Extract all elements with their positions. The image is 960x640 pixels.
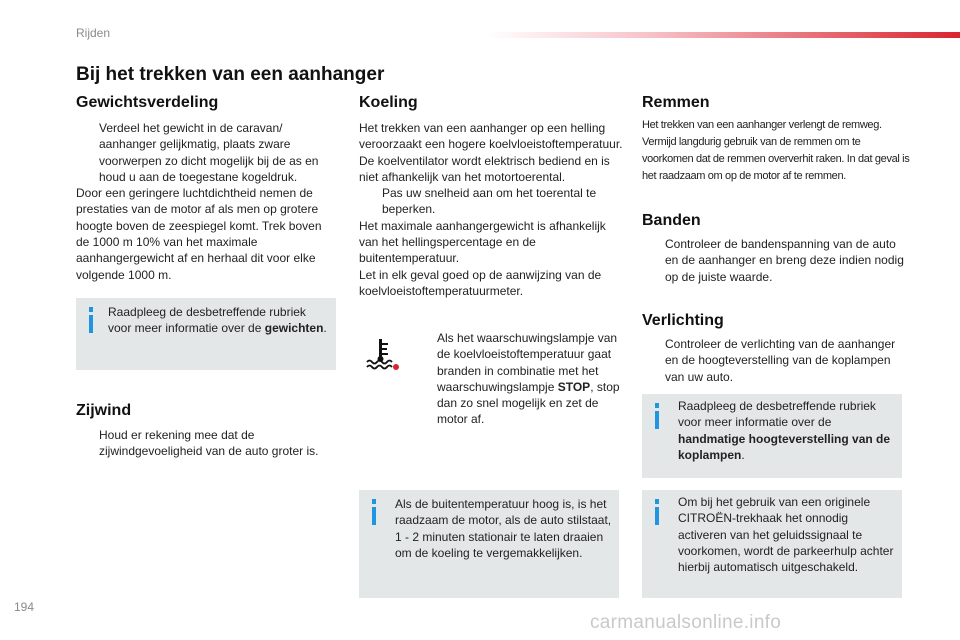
weight-paragraph: Door een geringere luchtdichtheid nemen de prestaties van de motor af als men op grotere hoogte boven de zeespiegel komt. Trek boven de 1000 m 10% van het maximale aanhangergewicht af en herhaal dit voor elke volgende 1000 m. (76, 186, 322, 282)
lighting-note: Raadpleeg de desbetreffende rubriek voor meer informatie over de handmatige hoogteverstelling van de koplampen. (642, 394, 902, 478)
info-icon (652, 499, 662, 525)
section-label: Rijden (76, 26, 111, 40)
towbar-note: Om bij het gebruik van een originele CITROËN-trekhaak het onnodig activeren van het geluidssignaal te voorkomen, wordt de parkeerhulp achter hierbij automatisch uitgeschakeld. (642, 490, 902, 598)
page-number: 194 (14, 600, 35, 614)
tyres-text (642, 236, 908, 285)
weight-note-link: gewichten (264, 321, 324, 336)
lighting-heading: Verlichting (642, 312, 724, 329)
cooling-note: Als de buitentemperatuur hoog is, is het raadzaam de motor, als de auto stilstaat, 1 - 2 minuten stationair te laten draaien om de koeling te vergemakkelijken. (359, 490, 619, 598)
weight-bullet: Verdeel het gewicht in de caravan/ aanhanger gelijkmatig, plaats zware voorwerpen zo dicht mogelijk bij de as en houd u aan de toegestane kogeldruk. (99, 121, 319, 184)
info-icon (369, 499, 379, 525)
tyres-bullet: Controleer de bandenspanning van de auto en de aanhanger en breng deze indien nodig op de juiste waarde. (665, 237, 904, 284)
cooling-bullet: Pas uw snelheid aan om het toerental te beperken. (382, 186, 597, 217)
lighting-text (642, 336, 908, 385)
weight-note: Raadpleeg de desbetreffende rubriek voor meer informatie over de gewichten. (76, 298, 336, 370)
crosswind-text (76, 427, 332, 460)
weight-text (76, 120, 332, 283)
brakes-heading: Remmen (642, 94, 710, 111)
info-icon (86, 307, 96, 333)
watermark: carmanualsonline.info (590, 612, 782, 633)
brakes-text: Het trekken van een aanhanger verlengt de remweg. Vermijd langdurig gebruik van de remmen om te voorkomen dat de remmen oververhit raken. In dat geval is het raadzaam om op de motor af te remmen. (642, 119, 910, 182)
cooling-text: Het trekken van een aanhanger op een helling veroorzaakt een hogere koelvloeistoftemperatuur. De koelventilator wordt elektrisch bediend en is niet afhankelijk van het motortoerental. Pas uw snelheid aan om het toerental te beperken. Het maximale aanhangergewicht is afhankelijk van het hellingspercentage en de buitentemperatuur. Let in elk geval goed op de aanwijzing van de koelvloeistoftemperatuurmeter. (359, 120, 625, 299)
lighting-note-link: handmatige hoogteverstelling van de koplampen (678, 431, 891, 462)
cooling-heading: Koeling (359, 94, 418, 111)
lighting-bullet: Controleer de verlichting van de aanhanger en de hoogteverstelling van de koplampen van uw auto. (665, 337, 896, 384)
crosswind-bullet: Houd er rekening mee dat de zijwindgevoeligheid van de auto groter is. (99, 428, 319, 459)
coolant-temperature-warning-icon (362, 336, 402, 372)
header-accent-bar (486, 32, 960, 38)
crosswind-heading: Zijwind (76, 402, 132, 419)
info-icon (652, 403, 662, 429)
tyres-heading: Banden (642, 212, 701, 229)
weight-heading: Gewichtsverdeling (76, 94, 219, 111)
cooling-warning: Als het waarschuwingslampje van de koelvloeistoftemperatuur gaat branden in combinatie met het waarschuwingslampje STOP, stop dan zo snel mogelijk en zet de motor af. (437, 331, 620, 427)
page-title: Bij het trekken van een aanhanger (76, 64, 385, 85)
